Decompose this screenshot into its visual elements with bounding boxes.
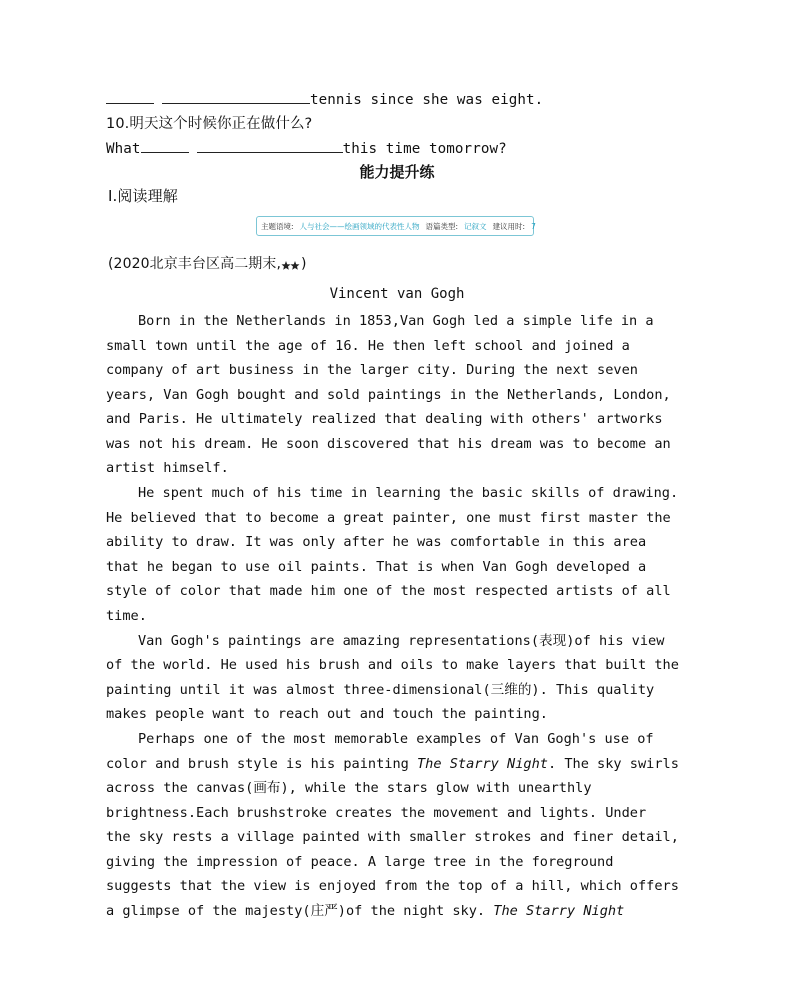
article-line: was not his dream. He soon discovered that his dream was to become an: [106, 436, 671, 452]
q10-label: 10.明天这个时候你正在做什么?: [106, 116, 313, 132]
source-text: (2020北京丰台区高二期末,: [108, 256, 282, 272]
difficulty-stars-icon: [281, 258, 301, 270]
article-line: suggests that the view is enjoyed from the top of a hill, which offers: [106, 878, 679, 894]
article-line: ability to draw. It was only after he was comfortable in this area: [106, 534, 647, 550]
q10-text: this time tomorrow?: [342, 141, 507, 157]
theme-value: 人与社会——绘画领域的代表性人物: [299, 221, 420, 231]
article-line: artist himself.: [106, 460, 229, 476]
blank-4[interactable]: [197, 138, 343, 153]
painting-title-2: The Starry Night: [493, 903, 625, 919]
article-line: makes people want to reach out and touch the painting.: [106, 706, 548, 722]
article-line: style of color that made him one of the most respected artists of all: [106, 583, 671, 599]
blank-2[interactable]: [162, 89, 310, 104]
article-line: He spent much of his time in learning the basic skills of drawing.: [138, 485, 679, 501]
article-line: Van Gogh's paintings are amazing representations(表现)of his view: [138, 633, 665, 649]
q9-text: tennis since she was eight.: [310, 92, 544, 108]
blank-3[interactable]: [141, 138, 189, 153]
article-line: time.: [106, 608, 147, 624]
article-line: that he began to use oil paints. That is when Van Gogh developed a: [106, 559, 647, 575]
type-value: 记叙文: [464, 221, 487, 231]
article-line: Born in the Netherlands in 1853,Van Gogh led a simple life in a: [138, 313, 654, 329]
q10-line: [106, 138, 507, 159]
q10-start: What: [106, 141, 141, 157]
article-line: He believed that to become a great painter, one must first master the: [106, 510, 671, 526]
line-text: color and brush style is his painting: [106, 756, 417, 772]
article-line: brightness.Each brushstroke creates the movement and lights. Under: [106, 805, 647, 821]
time-value: 7: [531, 221, 536, 231]
source-close: ): [301, 256, 307, 272]
blank-1[interactable]: [106, 89, 154, 104]
article-line: the sky rests a village painted with smaller strokes and finer detail,: [106, 829, 679, 845]
line-text: a glimpse of the majesty(庄严)of the night sky.: [106, 903, 494, 919]
article-line: Perhaps one of the most memorable examples of Van Gogh's use of: [138, 731, 654, 747]
section-subtitle: Ⅰ.阅读理解: [108, 187, 178, 205]
article-title: Vincent van Gogh: [329, 286, 465, 302]
article-line: of the world. He used his brush and oils to make layers that built the: [106, 657, 679, 673]
article-line: [106, 901, 624, 921]
source-line: [108, 254, 307, 274]
article-line: and Paris. He ultimately realized that dealing with others' artworks: [106, 411, 663, 427]
painting-title: The Starry Night: [417, 756, 548, 772]
article-line: across the canvas(画布), while the stars glow with unearthly: [106, 780, 592, 796]
theme-key: 主题语境:: [261, 221, 294, 231]
info-bar: [256, 216, 534, 236]
q9-line: [106, 89, 543, 110]
article-line: painting until it was almost three-dimensional(三维的). This quality: [106, 682, 655, 698]
section-title: 能力提升练: [359, 163, 435, 181]
article-line: years, Van Gogh bought and sold paintings in the Netherlands, London,: [106, 387, 671, 403]
article-line: small town until the age of 16. He then left school and joined a: [106, 338, 630, 354]
article-line: [106, 754, 679, 774]
time-key: 建议用时:: [492, 221, 526, 231]
article-line: company of art business in the larger city. During the next seven: [106, 362, 638, 378]
type-key: 语篇类型:: [425, 221, 459, 231]
line-tail: . The sky swirls: [547, 756, 679, 772]
article-line: giving the impression of peace. A large tree in the foreground: [106, 854, 614, 870]
